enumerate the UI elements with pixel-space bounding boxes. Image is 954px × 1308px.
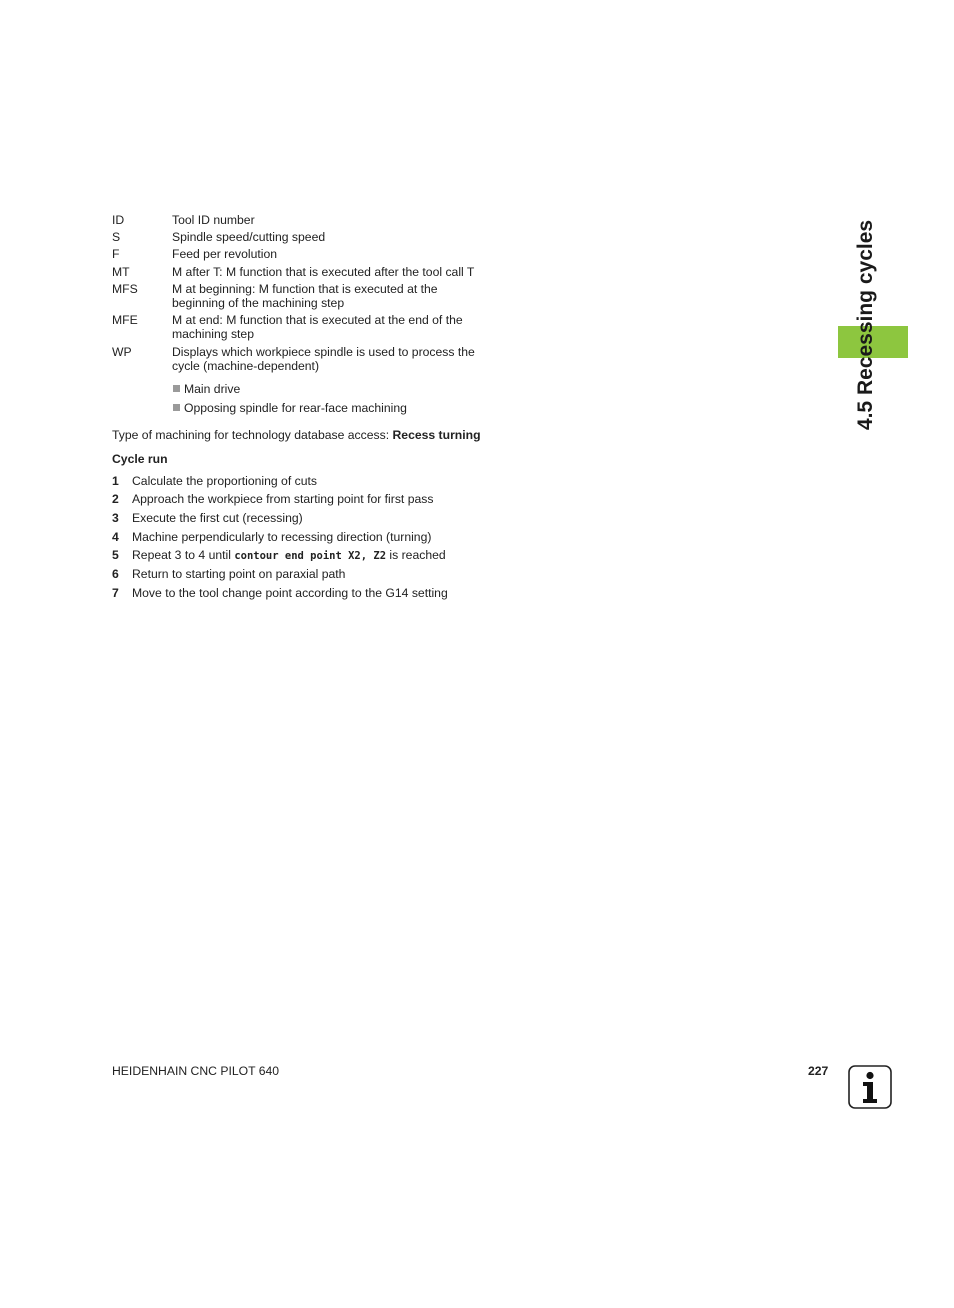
step-number: 5 <box>112 548 119 562</box>
param-code: MFS <box>112 282 138 296</box>
technology-line <box>112 428 481 442</box>
param-desc: M at end: M function that is executed at the end of the machining step <box>172 313 463 341</box>
step-number: 7 <box>112 586 119 600</box>
step-text <box>132 548 446 562</box>
step-number: 3 <box>112 511 119 525</box>
step-text: Machine perpendicularly to recessing direction (turning) <box>132 530 432 544</box>
footer-product: HEIDENHAIN CNC PILOT 640 <box>112 1064 280 1078</box>
param-code: MT <box>112 265 130 279</box>
step-text: Return to starting point on paraxial path <box>132 567 346 581</box>
technology-prefix: Type of machining for technology database access: <box>112 428 393 442</box>
step-text: Execute the first cut (recessing) <box>132 511 303 525</box>
param-code: F <box>112 247 120 261</box>
param-desc: Tool ID number <box>172 213 255 227</box>
wp-option <box>173 382 240 396</box>
step-text: Approach the workpiece from starting point for first pass <box>132 492 434 506</box>
wp-option-label: Main drive <box>184 382 241 396</box>
param-desc: M at beginning: M function that is executed at the beginning of the machining step <box>172 282 438 310</box>
info-icon <box>848 1065 892 1109</box>
step-number: 6 <box>112 567 119 581</box>
param-code: S <box>112 230 121 244</box>
param-code: WP <box>112 345 132 359</box>
param-code: ID <box>112 213 125 227</box>
step-number: 1 <box>112 474 119 488</box>
step-text-pre: Repeat 3 to 4 until <box>132 548 235 562</box>
wp-option-label: Opposing spindle for rear-face machining <box>184 401 407 415</box>
square-bullet-icon <box>173 385 180 392</box>
square-bullet-icon <box>173 404 180 411</box>
step-text: Calculate the proportioning of cuts <box>132 474 317 488</box>
technology-value: Recess turning <box>392 428 481 442</box>
param-code: MFE <box>112 313 138 327</box>
param-desc: M after T: M function that is executed after the tool call T <box>172 265 475 279</box>
cycle-run-heading: Cycle run <box>112 452 168 466</box>
step-text-post: is reached <box>386 548 446 562</box>
step-code: contour end point X2, Z2 <box>234 550 387 562</box>
step-text: Move to the tool change point according to the G14 setting <box>132 586 448 600</box>
step-number: 2 <box>112 492 119 506</box>
param-desc: Feed per revolution <box>172 247 278 261</box>
page-number: 227 <box>808 1064 829 1078</box>
step-number: 4 <box>112 530 119 544</box>
wp-option <box>173 401 407 415</box>
param-desc: Spindle speed/cutting speed <box>172 230 326 244</box>
chapter-side-title: 4.5 Recessing cycles <box>854 219 877 431</box>
param-desc: Displays which workpiece spindle is used to process the cycle (machine-dependent) <box>172 345 475 373</box>
